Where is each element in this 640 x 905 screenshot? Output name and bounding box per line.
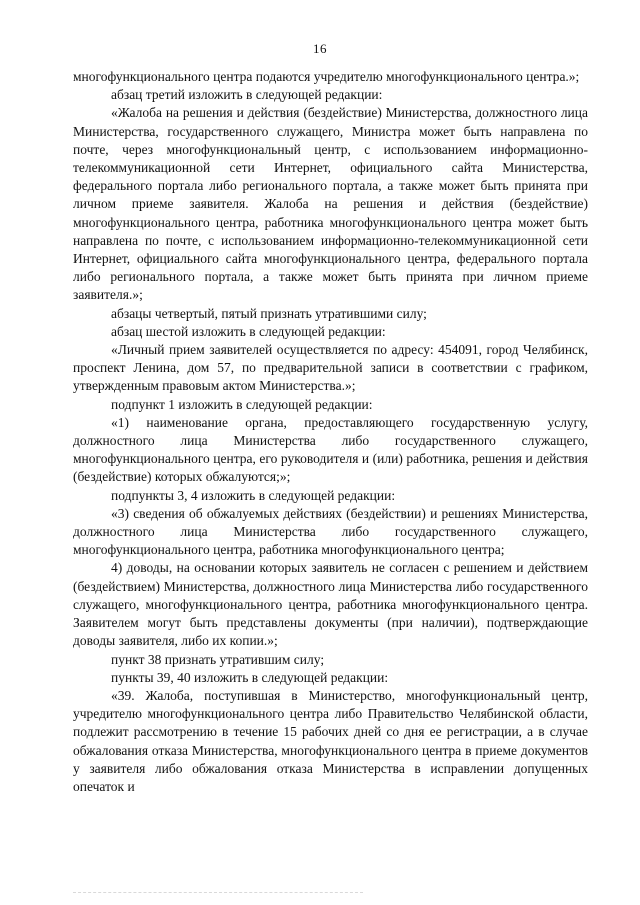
paragraph-item-39: «39. Жалоба, поступившая в Министерство, многофункциональный центр, учредителю многофункционального центра либо Правительство Челябинской области, подлежит рассмотрению в течение 15 рабочих дней со дня ее регистрации, а в случае обжалования отказа Министерства, многофункционального центра в приеме документов у заявителя либо обжалования отказа Министерства в исправлении допущенных опечаток и <box>73 687 588 794</box>
paragraph-complaint-channels: «Жалоба на решения и действия (бездействие) Министерства, должностного лица Министерства, государственного служащего, Министра может быть направлена по почте, через многофункциональный центр, с использованием информационно-телекоммуникационной сети Интернет, официального сайта Министерства, федерального портала либо регионального портала, а также может быть принята при личном приеме заявителя. Жалоба на решения и действия (бездействие) многофункционального центра, работника многофункционального центра может быть направлена по почте, с использованием информационно-телекоммуникационной сети Интернет, официального сайта многофункционального центра, федерального портала либо регионального портала, а также может быть принята при личном приеме заявителя.»; <box>73 105 588 303</box>
paragraph-instruction: подпункт 1 изложить в следующей редакции: <box>111 396 373 412</box>
paragraph-personal-reception: «Личный прием заявителей осуществляется по адресу: 454091, город Челябинск, проспект Ленина, дом 57, по предварительной записи в соответствии с графиком, утвержденным правовым актом Министерства.»; <box>73 342 588 394</box>
document-body <box>73 68 588 796</box>
paragraph-instruction: пункт 38 признать утратившим силу; <box>111 651 325 667</box>
paragraph-subitem-1: «1) наименование органа, предоставляющего государственную услугу, должностного лица Министерства либо государственного служащего, многофункционального центра, его руководителя и (или) работника, решения и действия (бездействие) которых обжалуются;»; <box>73 414 588 485</box>
paragraph-instruction: подпункты 3, 4 изложить в следующей редакции: <box>111 487 396 503</box>
paragraph-instruction: абзац третий изложить в следующей редакции: <box>111 87 383 103</box>
bottom-scan-rule <box>73 892 363 893</box>
paragraph-instruction: абзац шестой изложить в следующей редакции: <box>111 323 386 339</box>
paragraph-instruction: абзацы четвертый, пятый признать утратившими силу; <box>111 305 427 321</box>
paragraph-subitem-3: «3) сведения об обжалуемых действиях (бездействии) и решениях Министерства, должностного лица Министерства либо государственного служащего, многофункционального центра, работника многофункционального центра; <box>73 505 588 558</box>
page-number: 16 <box>313 41 327 56</box>
paragraph-instruction: пункты 39, 40 изложить в следующей редакции: <box>111 669 389 685</box>
paragraph-continuation: многофункционального центра подаются учредителю многофункционального центра.»; <box>73 69 580 84</box>
paragraph-subitem-4: 4) доводы, на основании которых заявитель не согласен с решением и действием (бездействием) Министерства, должностного лица Министерства либо государственного служащего, многофункционального центра, работника многофункционального центра. Заявителем могут быть представлены документы (при наличии), подтверждающие доводы заявителя, либо их копии.»; <box>73 560 588 649</box>
